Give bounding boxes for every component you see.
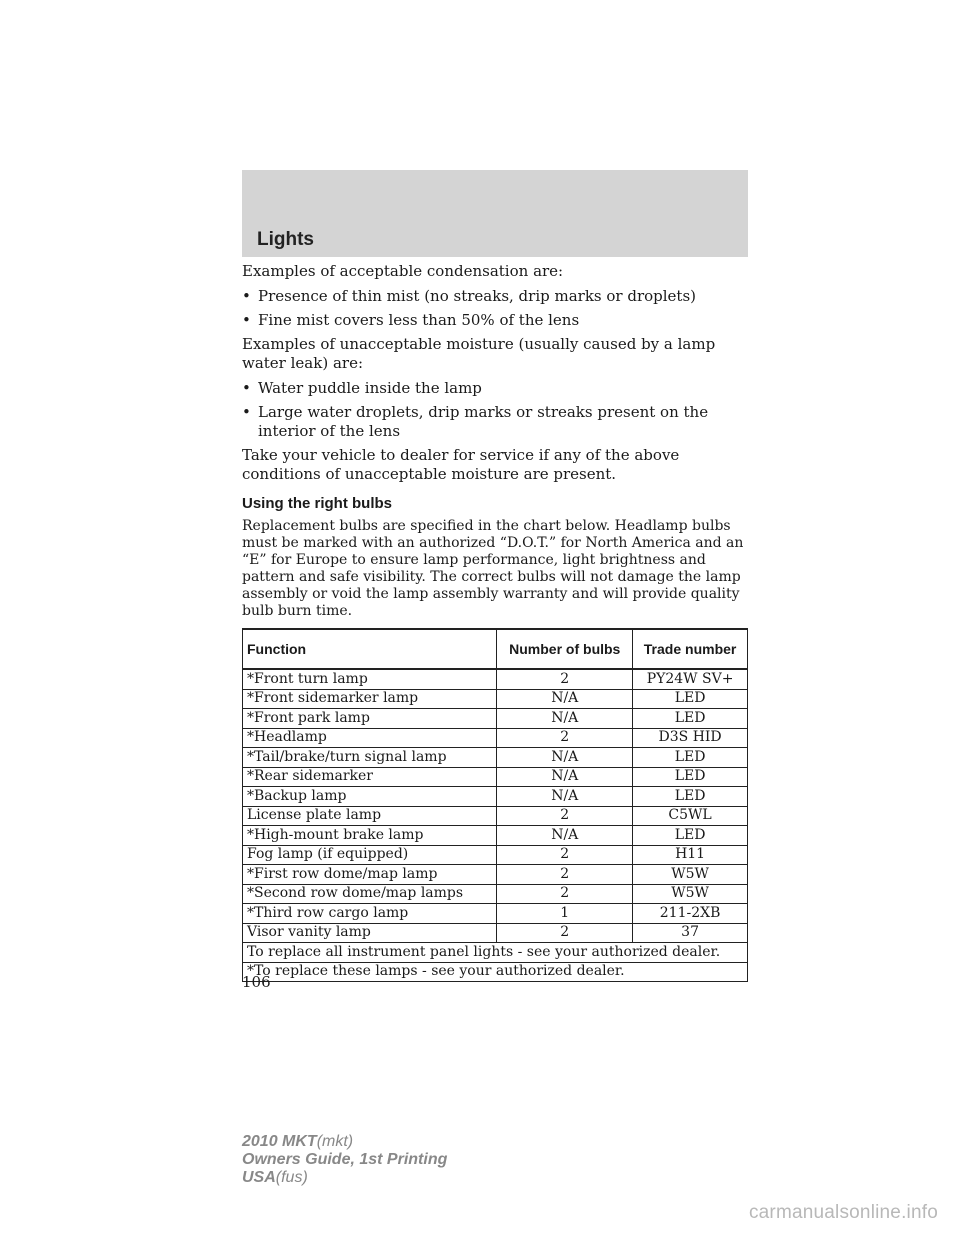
table-row — [243, 904, 748, 924]
cell-number: N/A — [497, 689, 633, 709]
table-row — [243, 767, 748, 787]
print-footer — [242, 1133, 447, 1187]
cell-trade: LED — [633, 826, 748, 846]
column-header-number: Number of bulbs — [497, 629, 633, 669]
page-content — [242, 262, 748, 982]
cell-trade: H11 — [633, 845, 748, 865]
cell-trade: LED — [633, 787, 748, 807]
table-note-row — [243, 962, 748, 982]
footer-region: USA — [242, 1169, 276, 1186]
cell-trade: 37 — [633, 923, 748, 943]
table-row — [243, 845, 748, 865]
table-note-row — [243, 943, 748, 963]
bulbs-paragraph: Replacement bulbs are specified in the chart below. Headlamp bulbs must be marked with an authorized “D.O.T.” for North America and an “E” for Europe to ensure lamp performance, light brightness and pattern and safe visibility. The correct bulbs will not damage the lamp assembly or void the lamp assembly warranty and will provide quality bulb burn time. — [242, 518, 744, 619]
cell-function: *Front sidemarker lamp — [243, 689, 497, 709]
cell-number: N/A — [497, 767, 633, 787]
cell-number: N/A — [497, 826, 633, 846]
cell-function: *Second row dome/map lamps — [243, 884, 497, 904]
bullet-dot-icon: • — [242, 403, 251, 421]
table-row — [243, 923, 748, 943]
table-row — [243, 689, 748, 709]
footer-guide: Owners Guide, 1st Printing — [242, 1151, 448, 1168]
cell-function: *Backup lamp — [243, 787, 497, 807]
bullet-item: • Large water droplets, drip marks or streaks present on the interior of the lens — [242, 403, 709, 440]
cell-number: 2 — [497, 923, 633, 943]
bullet-dot-icon: • — [242, 287, 251, 305]
column-header-trade: Trade number — [633, 629, 748, 669]
cell-trade: LED — [633, 748, 748, 768]
cell-function: *Third row cargo lamp — [243, 904, 497, 924]
table-note: To replace all instrument panel lights - see your authorized dealer. — [243, 943, 748, 963]
cell-trade: 211-2XB — [633, 904, 748, 924]
cell-trade: C5WL — [633, 806, 748, 826]
cell-number: 2 — [497, 806, 633, 826]
cell-function: Visor vanity lamp — [243, 923, 497, 943]
table-row — [243, 669, 748, 689]
cell-function: *Tail/brake/turn signal lamp — [243, 748, 497, 768]
table-row — [243, 865, 748, 885]
acceptable-intro: Examples of acceptable condensation are: — [242, 262, 564, 280]
bulb-table — [242, 628, 748, 982]
cell-function: *Front turn lamp — [243, 669, 497, 689]
cell-function: *Front park lamp — [243, 709, 497, 729]
cell-number: N/A — [497, 748, 633, 768]
bullet-dot-icon: • — [242, 311, 251, 329]
cell-trade: LED — [633, 709, 748, 729]
table-row — [243, 748, 748, 768]
bullet-item: • Water puddle inside the lamp — [242, 379, 482, 397]
footer-model: 2010 MKT — [242, 1133, 317, 1150]
table-row — [243, 709, 748, 729]
cell-number: 2 — [497, 884, 633, 904]
cell-trade: PY24W SV+ — [633, 669, 748, 689]
table-note: *To replace these lamps - see your authorized dealer. — [243, 962, 748, 982]
cell-trade: LED — [633, 767, 748, 787]
cell-function: *Headlamp — [243, 728, 497, 748]
cell-number: 2 — [497, 865, 633, 885]
cell-trade: W5W — [633, 865, 748, 885]
column-header-function: Function — [243, 629, 497, 669]
table-row — [243, 806, 748, 826]
section-header-band — [242, 170, 748, 257]
table-header-row — [243, 629, 748, 669]
cell-number: 2 — [497, 728, 633, 748]
unacceptable-intro: Examples of unacceptable moisture (usually caused by a lamp water leak) are: — [242, 335, 716, 372]
cell-number: N/A — [497, 787, 633, 807]
table-row — [243, 826, 748, 846]
cell-trade: W5W — [633, 884, 748, 904]
cell-function: Fog lamp (if equipped) — [243, 845, 497, 865]
bulbs-heading: Using the right bulbs — [242, 495, 392, 512]
table-row — [243, 787, 748, 807]
cell-function: *High-mount brake lamp — [243, 826, 497, 846]
cell-number: 2 — [497, 845, 633, 865]
cell-function: *Rear sidemarker — [243, 767, 497, 787]
footer-region-code: (fus) — [275, 1169, 308, 1186]
table-body — [243, 669, 748, 982]
table-row — [243, 884, 748, 904]
footer-model-code: (mkt) — [316, 1133, 354, 1150]
bullet-item: • Presence of thin mist (no streaks, drip marks or droplets) — [242, 287, 697, 305]
service-advice: Take your vehicle to dealer for service if any of the above conditions of unacceptable moisture are present. — [242, 446, 680, 483]
table-row — [243, 728, 748, 748]
page-number: 106 — [242, 973, 271, 991]
watermark: carmanualsonline.info — [748, 1202, 938, 1223]
cell-number: 1 — [497, 904, 633, 924]
cell-function: License plate lamp — [243, 806, 497, 826]
cell-trade: LED — [633, 689, 748, 709]
section-title: Lights — [257, 229, 314, 250]
cell-number: 2 — [497, 669, 633, 689]
bullet-dot-icon: • — [242, 379, 251, 397]
cell-trade: D3S HID — [633, 728, 748, 748]
cell-function: *First row dome/map lamp — [243, 865, 497, 885]
cell-number: N/A — [497, 709, 633, 729]
bullet-item: • Fine mist covers less than 50% of the lens — [242, 311, 580, 329]
